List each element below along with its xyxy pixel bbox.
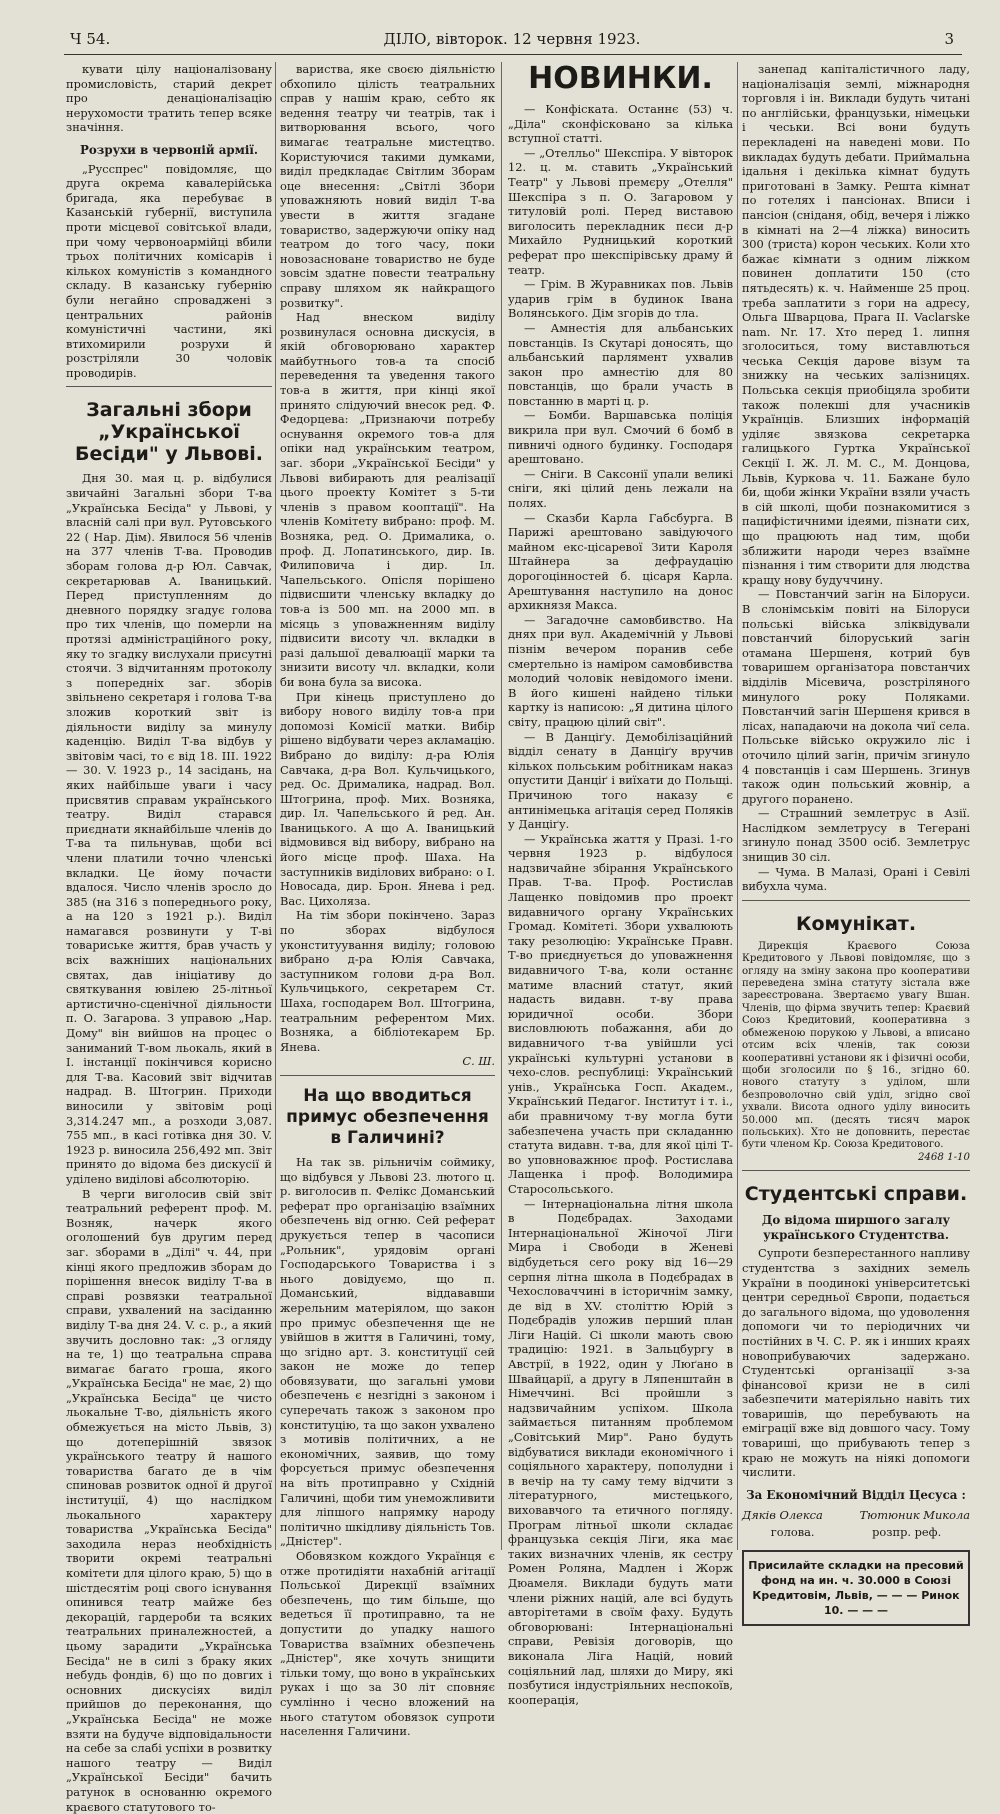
article-text: Супроти безперестанного напливу студентства з західних земель України в поодинокі університетські центри середньої Європи, подається до загального відома, що удоволення допомоги чи то періодичних чи постійних в Ч. С. Р. як і инших краях новоприбуваючих задержано. Студентські організації з-за фінансової кризи не в силі забезпечити матеріяльно навіть тих товаришів, що перебувають на еміграції вже від довшого часу. Тому товариші, що прибувають тепер з краю не можуть на ніякі допомоги числити. — [742, 1246, 970, 1480]
author-signature: С. Ш. — [462, 1054, 495, 1069]
separator — [742, 1170, 970, 1171]
separator — [742, 900, 970, 901]
article-title: Загальні збори „Української Бесіди" у Львові. — [75, 399, 263, 466]
article-text: На так зв. рільничім соймику, що відбувся у Львові 23. лютого ц. р. виголосив п. Фелікс Доманський реферат про організацію взаїмних обезпечень від огню. Сей реферат друкується тепер в часописи „Рольник", урядовім органі Господарського Товариства і з нього довідуємо, що п. Доманський, віддававши жерельним матеріялом, що закон про примус обезпечення ще не увійшов в життя в Галичині, тому, що згідно арт. 3. конституції сей закон не може до тепер обовязувати, що загальні умови обезпечень є незгідні з законом і суперечать також з законом про конституцію, та що закон ухвалено з мотивів політичних, а не економічних, заявив, що тому форсується примус обезпечення на віть протиправно у Східній Галичині, щоби тим унеможливити для ліпшого напрямку народу політично шкідливу діяльність Тов. „Дністер". — [280, 1154, 495, 1549]
article-text: Обовязком кождого Українця є отже протидіяти нахабній агітації Польської Дирекції взаїмних обезпечень, що тим більше, що ведеться її протиправно, та не допустити до упадку нашого Товариства взаїмних обезпечень „Дністер", яке хочуть знищити тільки тому, що воно в українських руках і що за 30 літ сповняє сумлінно і чесно вложений на нього статутом обовязок супроти населення Галичини. — [280, 1549, 495, 1739]
separator — [280, 1075, 495, 1076]
issue-number: Ч 54. — [70, 30, 111, 48]
signature-roles — [742, 1525, 970, 1540]
news-section-title: НОВИНКИ. — [528, 61, 713, 96]
column-3 — [508, 61, 733, 1707]
article-title: На що вводиться примус обезпечення в Галичині? — [286, 1085, 489, 1148]
news-item: — Загадочне самовбивство. На днях при вул. Академічній у Львові пізнім вечером поранив себе смертельно із наміром самовбивства молодий чоловік невідомого імени. В його кишені найдено тільки картку із написою: „Я дитина цілого світу, працюю цілий світ". — [508, 612, 733, 729]
article-text: Дня 30. мая ц. р. відбулися звичайні Загальні збори Т-ва „Українська Бесіда" у Львові, у власній салі при вул. Рутовського 22 ( Нар. Дім). Явилося 56 членів на 377 членів Т-ва. Проводив зборам голова д-р Юл. Савчак, секретарював А. Іваницький. Перед приступленням до дневного порядку згадує голова про тих членів, що померли на протязі адміністраційного року, яку то згадку вислухали присутні стоячи. З відчитанням протоколу з попередніх заг. зборів звільнено секретаря і голова Т-ва зложив короткий звіт із діяльности виділу за минулу каденцію. Виділ Т-ва відбув у звітовім часі, то є від 18. III. 1922 — 30. V. 1923 р., 14 засідань, на яких найбільше уваги і часу присвятив справам українського театру. Виділ старався приєднати якнайбільше членів до Т-ва та пильнував, щоби всі члени платили точно членські вкладки. Це йому почасти вдалося. Число членів зросло до 385 (на 316 з попереднього року, а на 120 з 1921 р.). Виділ намагався розвинути у Т-ві товариське життя, брав участь у всіх важніших національних святах, дав ініціативу до святкування ювілею 25-літньої артистично-сценічної діяльности п. О. Загарова. З управою „Нар. Дому" він вийшов на процес о заниманий Т-вом льокаль, який в I. інстанції покінчився корисно для Т-ва. Касовий звіт відчитав надрад. В. Штогрин. Приходи виносили у звітовім році 3,314.247 мп., а розходи 3,087. 755 мп., в касі готівка дня 30. V. 1923 р. виносила 256,492 мп. Звіт принято до відома без дискусії й уділено виділові абсолюторію. — [66, 471, 272, 1186]
signatures — [742, 1508, 970, 1523]
signature-left: Дяків Олекса — [742, 1508, 823, 1523]
column-divider — [501, 62, 502, 1550]
signature-right: Тютюник Микола — [859, 1508, 970, 1523]
page-header — [62, 28, 962, 50]
column-4 — [742, 62, 970, 1617]
news-item: — Українська жаття у Празі. 1-го червня 1923 р. відбулося надзвичайне збірання Українського Прав. Т-ва. Проф. Ростислав Лащенко повідомив про проект видавничого органу Українських Громад. Комітеті. Збори ухвалюють таку резолюцію: Українське Правн. Т-во приєднується до уповажнення видавничого Т-ва, коли останнє матиме власний статут, який надасть видавн. т-ву права юридичної особи. Збори висловлюють побажання, аби до видавничого т-ва увійшли усі українські культурні установи в чехо-слов. республиці: Український унів., Українська Госп. Академ., Український Педагог. Інститут і т. і., аби правничому т-ву могла бути забезпечена участь при складанню статута видавн. т-ва, для якої цілі Т-во уповноважнює проф. Ростислава Лащенка і проф. Володимира Старосольського. — [508, 831, 733, 1196]
role-right: розпр. реф. — [872, 1525, 942, 1540]
news-item: — Грім. В Журавниках пов. Львів ударив грім в будинок Івана Волянського. Дім згорів до тла. — [508, 277, 733, 321]
article-text: При кінець приступлено до вибору нового виділу тов-а при допомозі Комісії матки. Вибір рішено відбувати через акламацію. Вибрано до виділу: д-ра Юлія Савчака, д-ра Вол. Кульчицького, ред. Ос. Дрималика, надрад. Вол. Штогрина, проф. Мих. Возняка, дир. Іл. Чапельського й ред. Ан. Іваницького. А що А. Іваницький відмовився від вибору, вибрано на його місце проф. Шаха. На заступників виділових вибрано: о І. Новосада, дир. Брон. Янева і ред. Вас. Цихоляза. — [280, 689, 495, 908]
communique-title: Комунікат. — [795, 912, 917, 935]
communique-text: Дирекція Краєвого Союза Кредитового у Львові повідомляє, що з огляду на зміну закона про кооперативи переведена зміна статуту зістала вже зареєстрована. Звертаємо увагу Вшан. Членів, що фірма звучить тепер: Краєвий Союз Кредитовий, кооперативна з обмеженою порукою у Львові, а вписано отсим всіх членів, так союзи кооперативні установи як і фізичні особи, щоби зголосили по § 16., згідно 60. нового статуту з уділом, шли безпроволочно свій уділ, згідно свої ухвали. Висота одного уділу виносить 50.000 мп. (десять тисяч марок польських). Хто не доповнить, перестає бути членом Кр. Союза Кредитового. — [742, 940, 970, 1151]
column-1 — [66, 62, 272, 1814]
page-number: 3 — [944, 30, 954, 48]
article-text: вариства, яке своєю діяльністю обхопило цілість театральних справ у нашім краю, себто як ведення театру чи театрів, так і витворювання всього, чого вимагає театральне мистецтво. Користуючися такими думками, виділ предкладає Світлим Зборам оце внесення: „Світлі Збори уповажняють новий виділ Т-ва увести в життя згадане товариство, задержуючи опіку над театром до того часу, поки новозасноване товариство не буде зовсім здатне повести театральну справу шляхом як найкращого розвитку". — [280, 62, 495, 310]
article-text: занепад капіталістичного ладу, націоналізація землі, міжнародня торговля і ін. Виклади будуть читані по англійськи, французьки, німецьки і чеськи. Всі вони будуть перекладені на наведені мови. По викладах будуть дебати. Приймальна ідальня і декілька кімнат будуть приготовані в Замку. Решта кімнат по готелях і пансіонах. Вписи і пансіон (сніданя, обід, вечеря і ліжко в кімнаті на 2—4 ліжка) виносить 300 (триста) корон чеських. Коли хто бажає кімнати з одним ліжком повинен доплатити 150 (сто пятьдесять) к. ч. Найменше 25 проц. треба заплатити з гори на адресу, Ольга Шварцова, Прага II. Vaclarske nam. Nr. 17. Хто перед 1. липня зголоситься, тому виставлються чеська Секція дарове візум та знижку на чеських залізницях. Польська секція приобіцяла зробити також полекші для учасників Українців. Близших інформацій уділяє звязкова секретарка галицького Гуртка Української Секції І. Ж. Л. М. С., М. Донцова, Львів, Куркова ч. 11. Бажане було би, щоби жінки України взяли участь в сій школі, щоби познакомитися з пацифістичними ідеями, пізнати сих, що працюють над тим, щоби зближити народи через взаїмне пізнання і тим створити для людства кращу нову будуччину. — [742, 62, 970, 587]
news-item: — Сніги. В Саксонії упали великі сніги, які цілий день лежали на полях. — [508, 466, 733, 511]
news-item: — Конфіската. Останнє (53) ч. „Діла" сконфісковано за кілька вступної статті. — [508, 102, 733, 146]
role-left: голова. — [770, 1525, 815, 1540]
masthead-date: ДІЛО, вівторок. 12 червня 1923. — [383, 30, 641, 48]
column-divider — [737, 62, 738, 1550]
column-2 — [280, 62, 495, 1739]
column-divider — [275, 62, 276, 1550]
news-item: — Повстанчий загін на Білоруси. В слонімськім повіті на Білоруси польські війська зліквідували повстанчий білоруський загін отамана Шершеня, котрий був товаришем організатора повстанчих відділів Місевича, розстріляного минулого року Поляками. Повстанчий загін Шершеня крився в лісах, нападаючи на докола чиї села. Польське військо окружило ліс і оточило цілий загін, причім згинуло 4 повстанців і сам Шершень. Згинув також один польський жовнір, а другого поранено. — [742, 587, 970, 806]
news-item: — Чума. В Малазі, Орані і Севілі вибухла чума. — [742, 864, 970, 894]
communique-reference: 2468 1-10 — [917, 1151, 970, 1163]
article-text: кувати цілу націоналізовану промисловість, старий декрет про денаціоналізацію нерухомости тратить тепер всяке значіння. — [66, 62, 272, 135]
news-item: — Сказби Карла Габсбурга. В Парижі арештовано завідуючого майном екс-цісаревої Зити Кароля Штайнера за дефраудацію дорогоцінностей б. цісаря Карла. Арештування наступило на донос архикнязя Макса. — [508, 510, 733, 613]
news-item: — Амнестія для альбанських повстанців. Із Скутарі доносять, що альбанський парлямент ухвалив закон про амнестію для 80 повстанців, що брали участь в повстанню в марті ц. р. — [508, 320, 733, 408]
header-rule — [64, 54, 962, 55]
press-fund-notice: Присилайте складки на пресовий фонд на ин. ч. 30.000 в Союзі Кредитовім, Львів, — — — Ринок 10. — — — — [742, 1550, 970, 1626]
subheading: Розрухи в червоній армії. — [80, 142, 258, 157]
signed-by: За Економічний Відділ Цесуса : — [746, 1487, 966, 1502]
news-item: — Страшний землетрус в Азії. Наслідком землетрусу в Тегерані згинуло понад 3500 осіб. Землетрус знищив 30 сіл. — [742, 806, 970, 865]
article-text: На тім збори покінчено. Зараз по зборах відбулося уконституування виділу; головою вибрано д-ра Юлія Савчака, заступником голови д-ра Вол. Кульчицького, секретарем Ст. Шаха, господарем Вол. Штогрина, театральним референтом Мих. Возняка, а бібліотекарем Бр. Янева. — [280, 908, 495, 1054]
article-text: В черги виголосив свій звіт театральний референт проф. М. Возняк, начерк якого оголошений був другим перед заг. зборами в „Ділі" ч. 44, при кінці якого предложив зборам до порішення внесок виділу Т-ва в справі розвязки театральної справи, ухвалений на засіданню виділу Т-ва дня 24. V. с. р., а який звучить дословно так: „З огляду на те, 1) що театральна справа вимагає багато гроша, якого „Українська Бесіда" не має, 2) що „Українська Бесіда" це чисто льокальне Т-во, діяльність якого обмежується на місто Львів, 3) що дотеперішній звязок українського театру й нашого товариства багато де в чім спиновав розвиток одної й другої інституції, 4) що наслідком льокального характеру товариства „Українська Бесіда" заходила нераз необхідність творити окремі театральні комітети для цілого краю, 5) що в шістдесятім році свого існування опинився театр майже без декорацій, гардероби та всяких театральних приналежностей, а цьому зарадити „Українська Бесіда" не в силі з браку яких небудь фондів, 6) що по довгих і основних дискусіях виділ прийшов до переконання, що „Українська Бесіда" не може взяти на будуче відповідальности на себе за слабі успіхи в розвитку нашого театру — Виділ „Української Бесіди" бачить ратунок в основанню окремого краєвого статутового то- — [66, 1186, 272, 1814]
student-affairs-subtitle: До відома ширшого загалу українського Студентства. — [761, 1213, 951, 1242]
separator — [66, 386, 272, 387]
news-item: — „Отелльо" Шекспіра. У вівторок 12. ц. м. ставить „Український Театр" у Львові премєру „Отелля" Шекспіра з п. О. Загаровом у титуловій ролі. Перед виставою виголосить перекладник пєси д-р Михайло Рудницький короткий реферат про шекспірівську драму й театр. — [508, 145, 733, 277]
news-item: — Бомби. Варшавська поліція викрила при вул. Смочий 6 бомб в пивничі одного будинку. Господаря арештовано. — [508, 408, 733, 467]
article-text: „Русспрес" повідомляє, що друга окрема кавалерійська бригада, яка перебуває в Казанській губернії, виступила проти місцевої совітської влади, при чому червоноармійці вбили трьох політичних комісарів і кількох комуністів з командного складу. В казанську губернію були негайно спроваджені з центральних районів комуністичні частини, які втихомирили розрухи й розстріляли 30 чоловік проводирів. — [66, 161, 272, 380]
article-text: Над внеском виділу розвинулася основна дискусія, в якій обговорювано характер майбутнього тов-а та спосіб переведення та уведення такого тов-а в життя, при кінці якої принято слідуючий внесок ред. Ф. Федорцева: „Признаючи потребу оснування окремого тов-а для опіки над українським театром, заг. збори „Української Бесіди" у Львові вибирають для реалізації цього проекту Комітет з 5-ти членів з правом кооптації". На членів Комітету вибрано: проф. М. Возняка, ред. О. Дрималика, о. проф. Д. Лопатинського, дир. Ів. Филиповича і дир. Іл. Чапельського. Опісля порішено підвисшити членську вкладку до тов-а із 500 мп. на 2000 мп. в місяць з уповажненням виділу підвисити висоту чл. вкладки в разі дальшої девалюації марки та знизити висоту чл. вкладки, коли би вона була за висока. — [280, 310, 495, 689]
student-affairs-title: Студентські справи. — [744, 1183, 968, 1206]
news-item: — Інтернаціональна літня школа в Подєбрадах. Заходами Інтернаціональної Жіночої Ліги Мира і Свободи в Женеві відбудеться сего року від 16—29 серпня літна школа в Подєбрадах в Чехословаччині в історичнім замку, де від в XV. століттю Юрій з Подєбрадів уложив перший план Ліги Націй. Сі школи мають свою традицію: 1921. в Зальцбургу в Австрії, в 1922, один у Люґано в Швайцарії, а другу в Ляпенштайн в Німеччині. Всі пройшли з надзвичайним успіхом. Школа займається питанням проблемом „Совітський Мир". Рано будуть відбуватися виклади економічного і соціяльного характеру, пополудни і в вечір на ту саму тему відчити з літературного, мистецького, виховавчого та етичного погляду. Програм літньої школи складає французька секція Ліги, яка має таких визначних членів, як сестру Ромен Роляна, Мадлен і Жорж Дюамеля. Виклади будуть мати члени ріжних націй, але всі будуть авторітетами в своїм фаху. Будуть обговорювані: Інтернаціональні справи, Ревізія договорів, що виконала Ліга Націй, новий соціяльний лад, шляхи до Миру, які позбутися індустріяльних неспокоїв, кооперація, — [508, 1196, 733, 1707]
news-item: — В Данціґу. Демобілізаційний відділ сенату в Данціґу вручив кількох польським робітникам наказ опустити Данціґ і виїхати до Польщі. Причиною того наказу є антинімецька агітація серед Поляків у Данціґу. — [508, 729, 733, 832]
